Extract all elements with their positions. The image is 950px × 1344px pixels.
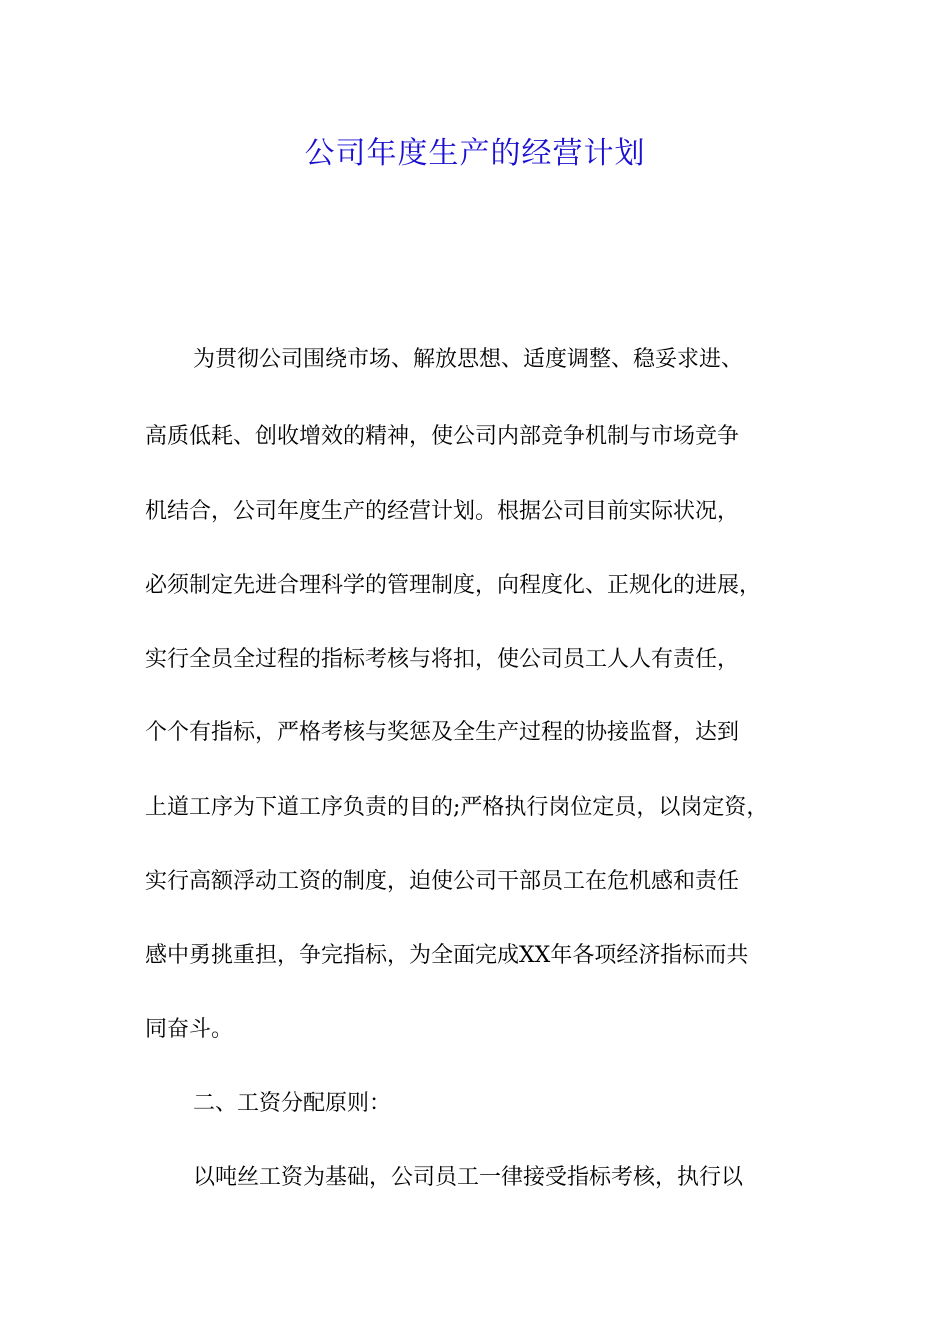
paragraph-line-11: 以吨丝工资为基础，公司员工一律接受指标考核，执行以 bbox=[193, 1165, 744, 1190]
paragraph-line-9: 感中勇挑重担，争完指标，为全面完成XX年各项经济指标而共 bbox=[145, 943, 749, 968]
paragraph-line-8: 实行高额浮动工资的制度，迫使公司干部员工在危机感和责任 bbox=[145, 869, 740, 894]
paragraph-line-10: 同奋斗。 bbox=[145, 1017, 234, 1042]
section-heading-2: 二、工资分配原则： bbox=[193, 1091, 392, 1116]
paragraph-line-7: 上道工序为下道工序负责的目的;严格执行岗位定员，以岗定资， bbox=[145, 795, 769, 820]
paragraph-line-1: 为贯彻公司围绕市场、解放思想、适度调整、稳妥求进、 bbox=[193, 347, 744, 372]
paragraph-line-4: 必须制定先进合理科学的管理制度，向程度化、正规化的进展， bbox=[145, 573, 762, 598]
paragraph-line-2: 高质低耗、创收增效的精神，使公司内部竞争机制与市场竞争 bbox=[145, 424, 740, 449]
paragraph-line-5: 实行全员全过程的指标考核与将扣，使公司员工人人有责任， bbox=[145, 647, 740, 672]
paragraph-line-6: 个个有指标，严格考核与奖惩及全生产过程的协接监督，达到 bbox=[145, 720, 740, 745]
document-title: 公司年度生产的经营计划 bbox=[304, 136, 646, 171]
paragraph-line-3: 机结合，公司年度生产的经营计划。根据公司目前实际状况， bbox=[145, 499, 740, 524]
